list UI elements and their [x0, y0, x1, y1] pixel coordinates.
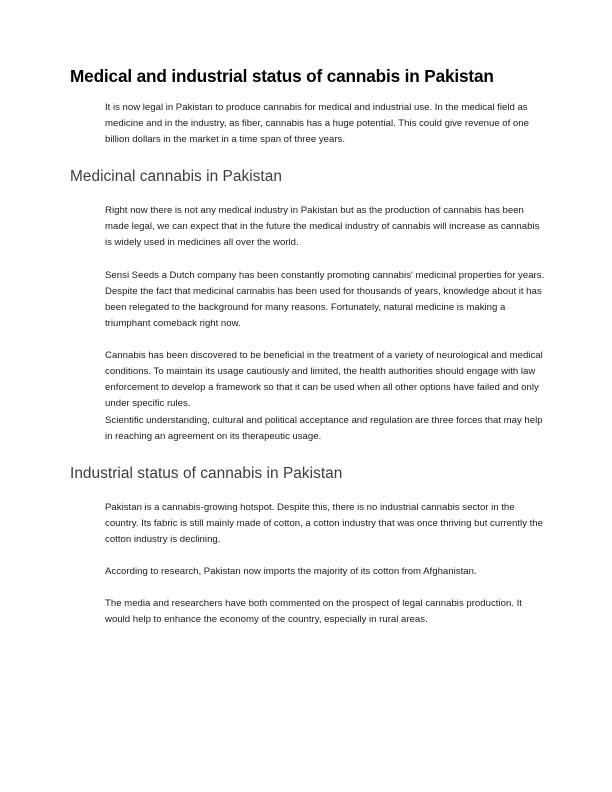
section-medicinal-cannabis: [0, 167, 612, 444]
paragraph-line: According to research, Pakistan now imports the majority of its cotton from Afghanistan.: [105, 566, 477, 578]
document-body: [0, 100, 612, 628]
paragraph-medicinal-2: [105, 268, 547, 332]
paragraph-line: Despite the fact that medicinal cannabis has been used for thousands of years, knowledge about it has been relegated to the background for many reasons. Fortunately, natural medicine is making a triumphant comeback right now.: [105, 285, 542, 329]
paragraph-medicinal-3: [105, 348, 547, 445]
page-title: Medical and industrial status of cannabis in Pakistan: [70, 66, 494, 86]
paragraph-line: Sensi Seeds a Dutch company has been constantly promoting cannabis' medicinal properties for years.: [105, 269, 545, 281]
paragraph-industrial-3: [105, 596, 547, 628]
section-heading-medicinal: Medicinal cannabis in Pakistan: [70, 168, 282, 186]
paragraph-line: Scientific understanding, cultural and political acceptance and regulation are three forces that may help in reaching an agreement on its therapeutic usage.: [105, 414, 543, 442]
section-heading-industrial: Industrial status of cannabis in Pakistan: [70, 464, 343, 482]
paragraph-line: The media and researchers have both commented on the prospect of legal cannabis production. It would help to enhance the economy of the country, especially in rural areas.: [105, 598, 522, 626]
section-industrial-status: [0, 464, 612, 629]
paragraph-industrial-1: [105, 500, 547, 548]
intro-paragraph: It is now legal in Pakistan to produce cannabis for medical and industrial use. In the medical field as medicine and in the industry, as fiber, cannabis has a huge potential. This could give revenue of one billion dollars in the market in a time span of three years.: [105, 102, 529, 146]
paragraph-line: Pakistan is a cannabis-growing hotspot. Despite this, there is no industrial cannabis sector in the country. Its fabric is still mainly made of cotton, a cotton industry that was once thriving but currently the cotton industry is declining.: [105, 501, 544, 545]
paragraph-line: Cannabis has been discovered to be beneficial in the treatment of a variety of neurological and medical conditions. To maintain its usage cautiously and limited, the health authorities should engage with law enforcement to develop a framework so that it can be used when all other options have failed and only under specific rules.: [105, 350, 543, 410]
paragraph-industrial-2: [105, 564, 547, 580]
paragraph-medicinal-1: [105, 203, 547, 251]
paragraph-line: Right now there is not any medical industry in Pakistan but as the production of cannabis has been made legal, we can expect that in the future the medical industry of cannabis will increase as cannabis is widely used in medicines all over the world.: [105, 205, 540, 249]
